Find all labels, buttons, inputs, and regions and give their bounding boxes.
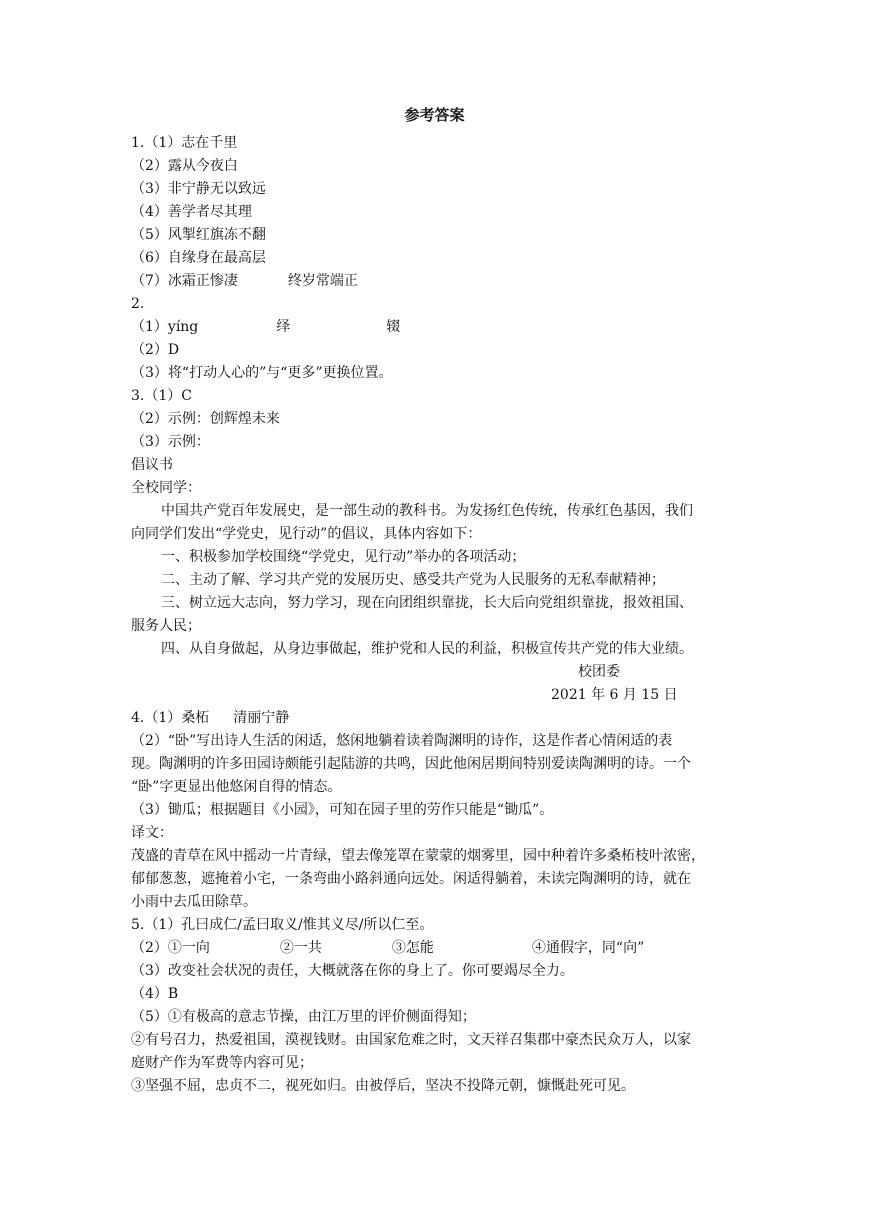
letter-paragraph-3: 二、主动了解、学习共产党的发展历史、感受共产党为人民服务的无私奉献精神； [161, 572, 665, 588]
q1-answer-6: （6）自缘身在最高层 [131, 250, 266, 266]
q2-answer-3: （3）将“打动人心的”与“更多”更换位置。 [131, 365, 393, 381]
q1-answer-4: （4）善学者尽其理 [131, 204, 252, 220]
q3-answer-2: （2）示例：创辉煌未来 [131, 411, 280, 427]
q5-answer-2d: ④通假字，同“向” [531, 940, 645, 956]
q1-answer-7a: （7）冰霜正惨凄 [131, 273, 238, 289]
q1-answer-7b: 终岁常端正 [287, 273, 358, 289]
letter-salutation: 全校同学： [131, 480, 201, 496]
letter-paragraph-4a: 三、树立远大志向，努力学习，现在向团组织靠拢，长大后向党组织靠拢，报效祖国、 [161, 595, 693, 611]
letter-signer: 校团委 [578, 664, 620, 680]
letter-date: 2021 年 6 月 15 日 [551, 687, 678, 703]
translation-line-2: 郁郁葱葱，遮掩着小宅，一条弯曲小路斜通向远处。闲适得躺着，未读完陶渊明的诗，就在 [131, 871, 691, 887]
q4-answer-2b: 现。陶渊明的许多田园诗颇能引起陆游的共鸣，因此他闲居期间特别爱读陶渊明的诗。一个 [131, 756, 691, 772]
translation-line-3: 小雨中去瓜田除草。 [131, 894, 257, 910]
q2-answer-1a: （1）yíng [131, 319, 199, 335]
q4-answer-3: （3）锄瓜；根据题目《小园》，可知在园子里的劳作只能是“锄瓜”。 [131, 802, 554, 818]
q3-answer-3: （3）示例： [131, 434, 210, 450]
letter-paragraph-5: 四、从自身做起，从身边事做起，维护党和人民的利益，积极宣传共产党的伟大业绩。 [161, 641, 693, 657]
q2-answer-1c: 辍 [386, 319, 401, 335]
q5-answer-2 [131, 938, 644, 958]
q1-answer-2: （2）露从今夜白 [131, 158, 238, 174]
q5-answer-5b-1: ②有号召力，热爱祖国，漠视钱财。由国家危难之时，文天祥召集郡中豪杰民众万人，以家 [131, 1032, 691, 1048]
q4-answer-2c: “卧”字更显出他悠闲自得的情态。 [131, 779, 342, 795]
letter-paragraph-1b: 向同学们发出“学党史，见行动”的倡议，具体内容如下： [131, 526, 482, 542]
letter-title: 倡议书 [131, 457, 173, 473]
letter-paragraph-1a: 中国共产党百年发展史，是一部生动的教科书。为发扬红色传统，传承红色基因，我们 [161, 503, 693, 519]
q2-number: 2. [131, 296, 145, 312]
q5-answer-5c: ③坚强不屈，忠贞不二，视死如归。由被俘后，坚决不投降元朝，慷慨赴死可见。 [131, 1078, 635, 1094]
q4-answer-1b: 清丽宁静 [233, 710, 290, 726]
q1-answer-1: 1.（1）志在千里 [131, 135, 238, 151]
q1-answer-3: （3）非宁静无以致远 [131, 181, 266, 197]
letter-paragraph-4b: 服务人民； [131, 618, 201, 634]
q5-answer-5: （5）①有极高的意志节操，由江万里的评价侧面得知； [131, 1009, 476, 1025]
q5-answer-2b: ②一共 [279, 940, 322, 956]
q4-answer-1a: 4.（1）桑柘 [131, 710, 210, 726]
q1-answer-5: （5）风掣红旗冻不翻 [131, 227, 266, 243]
q5-answer-2a: （2）①一向 [131, 940, 210, 956]
q2-answer-1b: 绎 [276, 319, 291, 335]
translation-label: 译文： [131, 825, 173, 841]
q3-answer-1: 3.（1）C [131, 388, 192, 404]
letter-paragraph-2: 一、积极参加学校围绕“学党史，见行动”举办的各项活动； [161, 549, 526, 565]
q4-answer-2a: （2）“卧”写出诗人生活的闲适，悠闲地躺着读着陶渊明的诗作，这是作者心情闲适的表 [131, 733, 673, 749]
q4-answer-1 [131, 708, 289, 728]
q5-answer-2c: ③怎能 [391, 940, 434, 956]
q5-answer-4: （4）B [131, 986, 179, 1002]
q5-answer-1: 5.（1）孔曰成仁/孟曰取义/惟其义尽/所以仁至。 [131, 917, 434, 933]
q2-answer-1 [131, 317, 400, 337]
q1-answer-7 [131, 271, 358, 291]
q5-answer-3: （3）改变社会状况的责任，大概就落在你的身上了。你可要竭尽全力。 [131, 963, 574, 979]
q2-answer-2: （2）D [131, 342, 180, 358]
translation-line-1: 茂盛的青草在风中摇动一片青绿，望去像笼罩在蒙蒙的烟雾里，园中种着许多桑柘枝叶浓密， [131, 848, 705, 864]
q5-answer-5b-2: 庭财产作为军费等内容可见； [131, 1055, 313, 1071]
page-title: 参考答案 [404, 106, 465, 124]
